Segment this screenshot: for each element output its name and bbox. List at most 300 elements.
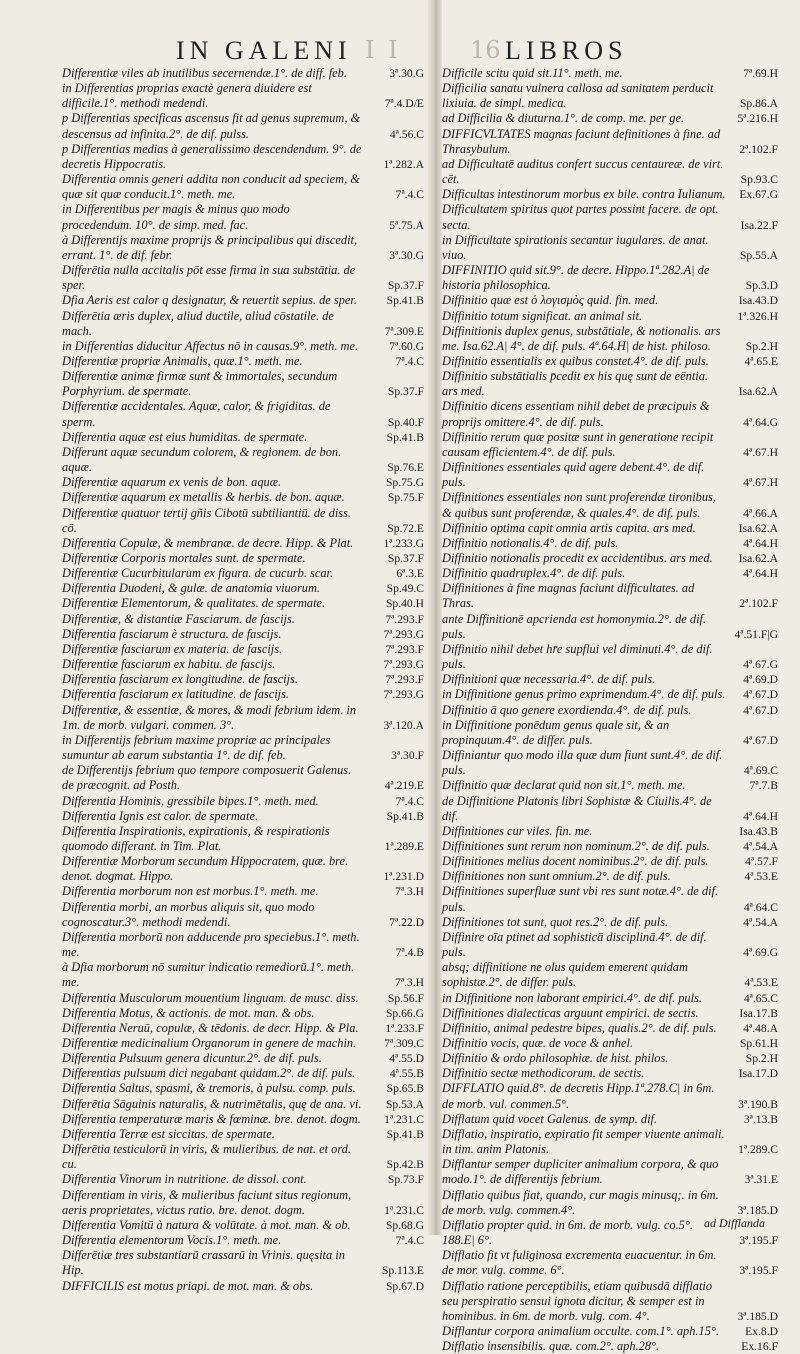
entry-text: absq; diffinitione ne olus quidem emerent quidam sophistæ.2°. de differ. puls. <box>442 960 688 990</box>
index-entry <box>62 612 424 627</box>
index-entry <box>442 127 778 157</box>
entry-text: Differunt aquæ secundum colorem, & regionem. de bon. aquæ. <box>62 444 342 475</box>
entry-text: ante Diffinitionē apcrienda est homonymia.2°. de dif. puls. <box>442 611 707 641</box>
entry-text: Differentiæ accidentales. Aquæ, calor, & frigiditas. de sperm. <box>62 399 331 429</box>
entry-reference: 7ª.4.B <box>395 946 424 960</box>
entry-text: Diffinitio notionalis.4°. de dif. puls. <box>442 535 619 550</box>
entry-reference: 7ª.309.E <box>384 324 424 338</box>
index-entry <box>62 263 424 293</box>
entry-reference: 3ª.30.G <box>389 248 424 262</box>
entry-reference: Sp.93.C <box>740 173 778 187</box>
index-entry <box>62 1188 424 1218</box>
entry-text: Differentiæ propriæ Animalis, quæ.1°. meth. me. <box>62 353 303 368</box>
entry-text: Differentiæ Elementorum, & qualitates. de spermate. <box>62 596 326 611</box>
entry-reference: 4ª.66.A <box>743 506 778 520</box>
entry-reference: 4ª.55.B <box>389 1067 424 1081</box>
entry-text: Diffinitio optima capit omnia artis capita. ars med. <box>442 520 696 535</box>
entry-text: DIFFICILIS est motus priapi. de mot. man. & obs. <box>62 1278 314 1293</box>
index-entry <box>442 1279 778 1324</box>
entry-text: Diffinitio & ordo philosophiæ. de hist. philos. <box>442 1051 669 1066</box>
entry-reference: 4ª.54.A <box>743 915 778 929</box>
index-entry <box>442 672 778 687</box>
entry-text: Differentiæ animæ firmæ sunt & immortales, secundum Porphyrium. de spermate. <box>62 369 338 399</box>
entry-reference: 4ª.55.D <box>389 1052 424 1066</box>
entry-text: Diffinitiones superfluæ sunt vbi res sunt notæ.4°. de dif. puls. <box>442 884 719 914</box>
entry-reference: 7ª.69.H <box>743 67 778 80</box>
entry-reference: 2ª.102.F <box>739 142 778 156</box>
index-entry <box>62 1097 424 1112</box>
index-entry <box>62 551 424 566</box>
index-entry <box>442 1248 778 1278</box>
entry-text: Differentia Musculorum mouentium linguam. de musc. diss. <box>62 990 359 1005</box>
entry-text: Differentia Vomitū à natura & volūtate. à mot. man. & ob. <box>62 1217 351 1232</box>
entry-text: Differentiæ Morborum secundum Hippocratem, quæ. bre. denot. dogmat. Hippo. <box>62 854 349 884</box>
entry-reference: 3ª.13.B <box>743 1112 778 1126</box>
entry-reference: 5ª.75.A <box>389 218 424 232</box>
index-entry <box>62 642 424 657</box>
entry-text: Diffinitioni quæ necessaria.4°. de dif. puls. <box>442 672 656 687</box>
entry-text: à Differentijs maxime proprijs & principalibus qui discedit, errant. 1°. de dif. febr. <box>62 232 358 262</box>
index-entry <box>442 839 778 854</box>
index-entry <box>62 627 424 642</box>
entry-text: Dfia Aeris est calor q designatur, & reuertit sepius. de sper. <box>62 293 357 308</box>
entry-reference: 4ª.57.F <box>745 855 778 869</box>
index-entry <box>62 1081 424 1096</box>
entry-text: Differētiæ tres substantiarū crassarū in Vrinis. quęsita in Hip. <box>62 1248 345 1278</box>
entry-reference: 4ª.48.A <box>743 1021 778 1035</box>
entry-reference: Sp.2.H <box>745 339 778 353</box>
index-entry <box>62 794 424 809</box>
entry-reference: 6ª.3.E <box>396 567 424 581</box>
entry-reference: Isa.43.D <box>738 294 778 308</box>
index-entry <box>62 1066 424 1081</box>
entry-reference: Sp.56.F <box>387 991 424 1005</box>
running-header-left: IN GALENI <box>176 36 352 65</box>
entry-text: p Differentias medias à generalissimo descendendum. 9°. de decretis Hippocratis. <box>62 141 362 171</box>
index-entry <box>62 1218 424 1233</box>
entry-text: Difflatio propter quid. in 6m. de morb. vulg. co.5°. 188.E| 6°. <box>442 1217 693 1248</box>
entry-text: in Differentias proprias exactè genera diuidere est difficile.1°. methodi medendi. <box>62 81 312 111</box>
index-entry <box>62 657 424 672</box>
index-entry <box>62 81 424 111</box>
index-entry <box>442 1339 778 1354</box>
entry-reference: Ex.67.G <box>739 188 778 202</box>
entry-reference: 7ª.7.B <box>749 779 778 793</box>
index-entry <box>442 824 778 839</box>
entry-reference: 7ª.22.D <box>389 915 424 929</box>
entry-reference: Isa.62.A <box>738 521 778 535</box>
entry-reference: 4ª.67.D <box>743 688 778 702</box>
entry-text: Differētia testiculorū in viris, & mulieribus. de nat. et ord. cu. <box>62 1142 351 1172</box>
entry-text: Difficilia sanatu vulnera callosa ad sanitatem perducit lixiuia. de simpl. medica. <box>442 81 714 111</box>
entry-reference: Sp.41.B <box>386 1127 424 1141</box>
entry-text: Differentiæ Corporis mortales sunt. de spermate. <box>62 551 306 565</box>
entry-reference: 7ª.293.F <box>385 612 424 626</box>
entry-reference: 4ª.219.E <box>384 779 424 793</box>
index-entry <box>62 339 424 354</box>
entry-text: Difflatio, inspiratio, expiratio fit semper viuente animali. in tim. anim Platonis. <box>442 1126 725 1157</box>
right-index-column <box>442 66 778 1354</box>
entry-text: Differentiam in viris, & mulieribus faciunt situs regionum, aeris proprietates, victus ratio. bre. denot. dogm. <box>62 1187 352 1217</box>
entry-text: Diffinitio dicens essentiam nihil debet de præcipuis & proprijs omittere.4°. de dif. puls. <box>442 399 710 429</box>
entry-text: Diffinitio quæ est ὁ λογισμὸς quid. fin. med. <box>442 293 659 308</box>
index-entry <box>62 475 424 490</box>
entry-text: Differentia temperaturæ maris & fœminæ. bre. denot. dogm. <box>62 1111 361 1126</box>
index-entry <box>62 1021 424 1036</box>
index-entry <box>442 915 778 930</box>
entry-reference: Sp.86.A <box>739 97 778 111</box>
entry-reference: Sp.41.B <box>386 294 424 308</box>
entry-text: Differentia Inspirationis, expirationis, & respirationis quomodo differant. in Tim. Plat. <box>62 823 330 853</box>
entry-text: Diffinitio quadruplex.4°. de dif. puls. <box>442 566 626 581</box>
entry-reference: 3ª.120.A <box>383 718 424 732</box>
index-entry <box>62 596 424 611</box>
entry-text: Differētia Sāguinis naturalis, & nutrimētalis, quę de ana. vi. <box>62 1096 362 1111</box>
index-entry <box>442 687 778 702</box>
entry-text: ad Difficultatē auditus confert succus centaureæ. de virt. cēt. <box>442 156 724 187</box>
entry-reference: Isa.22.F <box>740 218 778 232</box>
entry-reference: 4ª.51.F|G <box>734 627 778 641</box>
entry-text: de Diffinitione Platonis libri Sophistæ & Ciuilis.4°. de dif. <box>442 793 712 823</box>
index-entry <box>62 1036 424 1051</box>
index-entry <box>62 1233 424 1248</box>
entry-text: Differentiæ fasciarum ex materia. de fascijs. <box>62 641 283 656</box>
index-entry <box>62 1127 424 1142</box>
entry-reference: 3ª.195.F <box>739 1234 778 1248</box>
entry-reference: Sp.42.B <box>386 1158 424 1172</box>
index-entry <box>442 991 778 1006</box>
entry-text: Diffinitio quæ declarat quid non sit.1°. meth. me. <box>442 778 686 793</box>
entry-text: in Differentias diducitur Affectus nō in causas.9°. meth. me. <box>62 338 359 353</box>
entry-reference: Isa.17.B <box>739 1006 778 1020</box>
entry-text: Differentia morborum non est morbus.1°. meth. me. <box>62 884 319 899</box>
index-entry <box>442 399 778 429</box>
bleed-through-text: I I <box>365 36 401 64</box>
entry-text: Diffinitio ā quo genere exordienda.4°. de dif. puls. <box>442 702 692 717</box>
entry-reference: 4ª.53.E <box>744 870 778 884</box>
entry-reference: 1ª.289.C <box>738 1143 778 1157</box>
entry-text: Differentia fasciarum ex longitudine. de fascijs. <box>62 672 298 687</box>
entry-reference: Sp.41.B <box>386 430 424 444</box>
entry-reference: 4ª.64.H <box>743 536 778 550</box>
entry-text: in Diffinitione non laborant empirici.4°. de dif. puls. <box>442 990 702 1005</box>
entry-text: Differentia Terræ est siccitas. de spermate. <box>62 1126 275 1141</box>
index-entry <box>62 672 424 687</box>
index-entry <box>62 111 424 141</box>
entry-reference: Isa.17.D <box>738 1067 778 1081</box>
entry-reference: Sp.40.F <box>387 415 424 429</box>
entry-reference: 4ª.67.D <box>743 703 778 717</box>
index-entry <box>62 824 424 854</box>
entry-reference: 4ª.67.H <box>743 445 778 459</box>
entry-reference: Sp.37.F <box>387 279 424 293</box>
entry-text: Diffinitio essentialis ex quibus constet.4°. de dif. puls. <box>442 353 709 368</box>
entry-text: DIFFICVLTATES magnas faciunt definitiones à fine. ad Thrasybulum. <box>442 126 721 156</box>
entry-reference: 3ª.185.D <box>737 1309 778 1323</box>
entry-reference: 4ª.64.H <box>743 567 778 581</box>
entry-reference: 4ª.64.C <box>743 900 778 914</box>
entry-text: Difflatio quibus fiat, quando, cur magis minusq;. in 6m. de morb. vulg. commen.4°. <box>442 1187 719 1217</box>
entry-text: Diffinire oīa ptinet ad sophisticā disciplinā.4°. de dif. puls. <box>442 929 707 960</box>
index-entry <box>442 794 778 824</box>
entry-reference: 7ª.309.C <box>384 1037 424 1050</box>
index-entry <box>62 1248 424 1278</box>
entry-reference: 3ª.185.D <box>737 1203 778 1217</box>
index-entry <box>442 536 778 551</box>
index-entry <box>62 566 424 581</box>
index-entry <box>442 551 778 566</box>
index-entry <box>62 172 424 202</box>
entry-text: Difflatum quid vocet Galenus. de symp. dif. <box>442 1111 658 1126</box>
index-entry <box>442 1112 778 1127</box>
entry-text: Diffinitiones essentiales non sunt proferendæ tironibus, & quibus sunt proferendæ, & quales.4°. de dif. puls. <box>442 490 716 520</box>
entry-reference: 7ª.4.C <box>395 1234 424 1248</box>
index-entry <box>62 733 424 763</box>
entry-text: Differentia morbi, an morbus aliquis sit, quo modo cognoscatur.3°. methodi medendi. <box>62 899 315 929</box>
entry-text: Diffiniantur quo modo illa quæ dum fiunt sunt.4°. de dif. puls. <box>442 748 723 778</box>
entry-reference: Sp.68.G <box>385 1218 424 1232</box>
index-entry <box>62 703 424 733</box>
index-entry <box>442 703 778 718</box>
entry-reference: Sp.2.H <box>745 1052 778 1066</box>
entry-text: Differentiæ Cucurbitularum ex figura. de cucurb. scar. <box>62 566 334 581</box>
index-entry <box>442 324 778 354</box>
index-entry <box>62 809 424 824</box>
entry-reference: Ex.16.F <box>741 1340 778 1354</box>
entry-reference: Sp.40.H <box>385 597 424 611</box>
entry-reference: 7ª.4.C <box>395 354 424 368</box>
index-entry <box>62 687 424 702</box>
index-entry <box>62 430 424 445</box>
index-entry <box>442 81 778 111</box>
entry-text: Differentiæ, & distantiæ Fasciarum. de fascijs. <box>62 611 295 626</box>
index-entry <box>442 884 778 914</box>
index-entry <box>442 748 778 778</box>
entry-reference: Sp.76.E <box>387 461 424 475</box>
index-entry <box>62 1112 424 1127</box>
index-entry <box>62 884 424 899</box>
entry-reference: Sp.37.F <box>387 385 424 399</box>
entry-text: à Dfia morborum nō sumitur indicatio remediorū.1°. meth. me. <box>62 960 355 990</box>
entry-text: in Diffinitione ponēdum genus quale sit, & an propinquum.4°. de differ. puls. <box>442 717 670 747</box>
catchword: ad Difflanda <box>704 1216 766 1230</box>
entry-reference: 7ª.293.F <box>385 673 424 687</box>
entry-reference: Sp.72.E <box>387 521 424 535</box>
entry-text: Differentiæ, & essentiæ, & mores, & modi febrium idem. in 1m. de morb. vulgari. commen. 3°. <box>62 702 357 732</box>
entry-text: Diffinitionis duplex genus, substātiale, & notionalis. ars me. Isa.62.A| 4°. de dif. puls. 4ª.64.H| de hist. philoso. <box>442 323 721 353</box>
entry-text: Diffinitiones à fine magnas faciunt difficultates. ad Thras. <box>442 581 695 611</box>
entry-text: Differentia fasciarum ex latitudine. de fascijs. <box>62 687 290 702</box>
entry-reference: 7ª.4.C <box>395 188 424 202</box>
index-entry <box>442 612 778 642</box>
entry-reference: 7ª.60.G <box>389 339 424 353</box>
entry-reference: Sp.113.E <box>381 1264 424 1278</box>
index-entry <box>442 566 778 581</box>
entry-reference: 1ª.233.F <box>385 1021 424 1035</box>
entry-text: Diffinitio substātialis p̄cedit ex his quę sunt de eēntia. ars med. <box>442 369 709 399</box>
index-entry <box>442 263 778 293</box>
index-entry <box>442 1324 778 1339</box>
index-entry <box>442 1021 778 1036</box>
index-entry <box>62 1051 424 1066</box>
index-entry <box>62 854 424 884</box>
entry-reference: 4ª.67.D <box>743 733 778 747</box>
index-entry <box>442 309 778 324</box>
entry-text: Differentia Saltus, spasmi, & tremoris, à pulsu. comp. puls. <box>62 1081 356 1096</box>
entry-text: Differentia Vinorum in nutritione. de dissol. cont. <box>62 1172 307 1187</box>
entry-reference: 4ª.65.C <box>743 991 778 1005</box>
entry-text: Differentia Pulsuum genera dicuntur.2°. de dif. puls. <box>62 1051 322 1066</box>
entry-text: Difflatio ratione perceptibilis, etiam quibusdā difflatio seu perspiratio sensui ignota dicitur, & semper est in hominibus. in 6m. de morb. vulg. com. 4°. <box>442 1278 713 1323</box>
entry-text: Difflantur corpora animalium occulte. com.1°. aph.15°. <box>442 1323 719 1338</box>
entry-reference: 7ª.293.G <box>383 688 424 702</box>
index-entry <box>62 142 424 172</box>
entry-reference: Sp.3.D <box>745 279 778 293</box>
index-entry <box>442 930 778 960</box>
index-entry <box>62 309 424 339</box>
index-entry <box>62 233 424 263</box>
index-entry <box>442 718 778 748</box>
index-entry <box>442 642 778 672</box>
entry-reference: Sp.61.H <box>739 1037 778 1050</box>
index-entry <box>442 1188 778 1218</box>
entry-text: Differentiæ medicinalium Organorum in genere de machin. <box>62 1036 357 1050</box>
entry-reference: 3ª.31.E <box>744 1173 778 1187</box>
entry-reference: Sp.75.G <box>385 476 424 490</box>
entry-reference: 4ª.56.C <box>389 127 424 141</box>
entry-text: Difflatio fit vt fuliginosa excrementa euacuentur. in 6m. de mor. vulg. comme. 6°. <box>442 1248 717 1278</box>
index-entry <box>442 960 778 990</box>
index-entry <box>442 66 778 81</box>
entry-text: Differentia Motus, & actionis. de mot. man. & obs. <box>62 1005 315 1020</box>
index-entry <box>62 930 424 960</box>
left-index-column <box>62 66 424 1294</box>
entry-reference: 4ª.64.H <box>743 809 778 823</box>
bleed-through-number: 16 <box>470 36 501 64</box>
entry-reference: 1ª.233.G <box>383 536 424 550</box>
index-entry <box>442 187 778 202</box>
index-entry <box>442 581 778 611</box>
entry-text: Difficultatem spiritus quot partes possint facere. de opt. secta. <box>442 202 719 232</box>
entry-text: Differentia Ignis est calor. de spermate. <box>62 808 259 823</box>
index-entry <box>442 369 778 399</box>
entry-text: Difflantur semper dupliciter animalium corpora, & quo modo.1°. de differentijs febrium. <box>442 1157 719 1187</box>
entry-reference: Sp.41.B <box>386 809 424 823</box>
entry-reference: 1ª.289.E <box>384 839 424 853</box>
index-entry <box>442 1006 778 1021</box>
entry-reference: Isa.62.A <box>738 385 778 399</box>
entry-text: Differentias pulsuum dici negabant quidam.2°. de dif. puls. <box>62 1066 356 1081</box>
entry-text: Differentia aquæ est eius humiditas. de spermate. <box>62 429 308 444</box>
entry-text: Differētia nulla accitalis pōt esse firma in sua substātia. de sper. <box>62 263 356 293</box>
entry-reference: Sp.75.F <box>387 491 424 505</box>
entry-reference: 7ª.293.F <box>385 642 424 656</box>
entry-text: Differentiæ aquarum ex venis de bon. aquæ. <box>62 475 282 490</box>
index-entry <box>62 202 424 232</box>
entry-text: Difficultas intestinorum morbus ex bile. contra Iulianum. <box>442 187 726 202</box>
entry-text: Differentia Neruū, copulæ, & tēdonis. de decr. Hipp. & Pla. <box>62 1020 359 1035</box>
entry-text: Difflatio insensibilis. quæ. com.2°. aph.28°. <box>442 1339 660 1354</box>
entry-reference: Sp.66.G <box>385 1006 424 1020</box>
index-entry <box>62 1006 424 1021</box>
index-entry <box>62 763 424 793</box>
index-entry <box>442 430 778 460</box>
entry-reference: 7ª.4.D/E <box>384 97 424 111</box>
index-entry <box>62 490 424 505</box>
index-entry <box>62 399 424 429</box>
entry-reference: 7ª.3.H <box>395 885 424 899</box>
entry-reference: 4ª.69.C <box>743 764 778 778</box>
entry-reference: 1ª.231.C <box>384 1203 424 1217</box>
entry-reference: 7ª.293.G <box>383 627 424 641</box>
index-entry <box>442 354 778 369</box>
entry-text: in Difficultate spirationis secantur iugulares. de anat. viuo. <box>442 232 709 262</box>
index-entry <box>442 293 778 308</box>
index-entry <box>442 1081 778 1111</box>
index-entry <box>442 778 778 793</box>
entry-reference: Sp.49.C <box>386 582 424 596</box>
entry-text: in Differentijs febrium maxime propriæ ac principales sumuntur ab earum substantia 1°. de dif. feb. <box>62 732 331 763</box>
index-entry <box>442 157 778 187</box>
entry-reference: 4ª.67.G <box>743 658 778 672</box>
page-gutter <box>428 0 442 1235</box>
entry-reference: 4ª.64.G <box>743 415 778 429</box>
index-entry <box>442 233 778 263</box>
index-entry <box>62 1172 424 1187</box>
index-entry <box>442 1051 778 1066</box>
entry-text: Differentia elementorum Vocis.1°. meth. me. <box>62 1233 282 1248</box>
index-entry <box>442 521 778 536</box>
index-entry <box>62 293 424 308</box>
entry-text: Diffinitiones cur viles. fin. me. <box>442 823 593 838</box>
index-entry <box>442 202 778 232</box>
entry-text: Diffinitiones melius docent nominibus.2°. de dif. puls. <box>442 854 709 869</box>
entry-reference: 1ª.326.H <box>737 309 778 323</box>
index-entry <box>62 536 424 551</box>
entry-text: de Differentijs febrium quo tempore composuerit Galenus. de præcognit. ad Posth. <box>62 763 352 793</box>
entry-reference: 2ª.102.F <box>739 597 778 611</box>
entry-reference: 7ª.4.C <box>395 794 424 808</box>
entry-text: Differētia æris duplex, aliud ductile, aliud cōstatile. de mach. <box>62 308 334 338</box>
entry-reference: 7ª.293.G <box>383 658 424 672</box>
entry-reference: Sp.55.A <box>739 248 778 262</box>
index-entry <box>442 1036 778 1051</box>
running-header-right: LIBROS <box>505 36 628 65</box>
index-entry <box>442 460 778 490</box>
entry-text: Differentiæ viles ab inutilibus secernendæ.1°. de diff. feb. <box>62 66 347 80</box>
entry-text: Differentia fasciarum è structura. de fascijs. <box>62 626 282 641</box>
entry-reference: 3ª.190.B <box>738 1097 778 1111</box>
entry-text: Diffinitio totum significat. an animal sit. <box>442 308 642 323</box>
entry-text: Differentia morborū non adducende pro speciebus.1°. meth. me. <box>62 929 360 960</box>
entry-text: Diffinitiones sunt rerum non nominum.2°. de dif. puls. <box>442 838 710 853</box>
index-entry <box>62 991 424 1006</box>
entry-text: Diffinitiones tot sunt, quot res.2°. de dif. puls. <box>442 914 669 929</box>
entry-text: p Differentias specificas ascensus fit ad genus supremum, & descensus ad infinita.2°. de dif. pulss. <box>62 111 361 141</box>
entry-text: DIFFLATIO quid.8°. de decretis Hipp.1ª.278.C| in 6m. de morb. vul. commen.5°. <box>442 1081 715 1111</box>
entry-reference: 1ª.282.A <box>383 157 424 171</box>
entry-reference: Sp.53.A <box>385 1097 424 1111</box>
entry-reference: 4ª.69.G <box>743 946 778 960</box>
index-entry <box>62 1279 424 1294</box>
index-entry <box>442 1157 778 1187</box>
entry-text: Differentia Duodeni, & gulæ. de anatomia viuorum. <box>62 581 321 596</box>
entry-text: Differentia omnis generi addita non conducit ad speciem, & quæ sit quæ conducit.1°. meth. me. <box>62 172 360 202</box>
entry-text: Diffinitio vocis, quæ. de voce & anhel. <box>442 1036 633 1050</box>
entry-text: Diffinitio rerum quæ positæ sunt in generatione recipit causam efficientem.4°. de dif. puls. <box>442 429 714 459</box>
entry-reference: Sp.65.B <box>386 1082 424 1096</box>
entry-reference: 1ª.231.C <box>384 1112 424 1126</box>
